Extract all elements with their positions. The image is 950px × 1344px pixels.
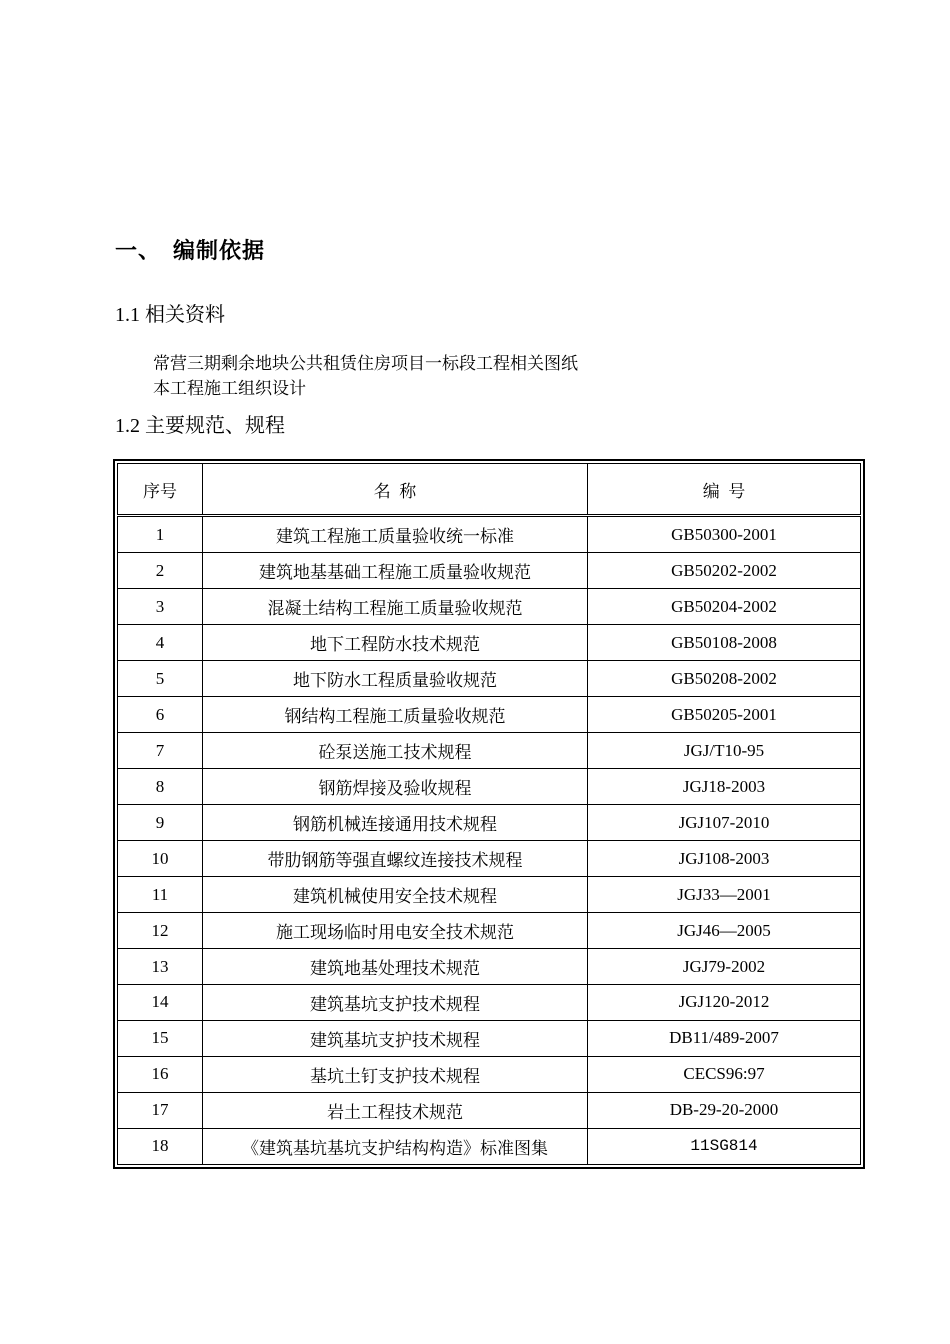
- table-row: [118, 589, 861, 625]
- table-row: [118, 625, 861, 661]
- cell-name: 钢筋机械连接通用技术规程: [203, 805, 588, 841]
- cell-code: JGJ79-2002: [588, 949, 861, 985]
- cell-name: 建筑工程施工质量验收统一标准: [203, 516, 588, 553]
- cell-index: 17: [118, 1092, 203, 1128]
- header-index: 序号: [118, 464, 203, 516]
- cell-code: JGJ46—2005: [588, 913, 861, 949]
- cell-index: 14: [118, 984, 203, 1020]
- cell-code: GB50208-2002: [588, 661, 861, 697]
- cell-name: 混凝土结构工程施工质量验收规范: [203, 589, 588, 625]
- cell-index: 1: [118, 516, 203, 553]
- cell-name: 施工现场临时用电安全技术规范: [203, 913, 588, 949]
- table-row: [118, 877, 861, 913]
- cell-index: 13: [118, 949, 203, 985]
- chapter-heading: [115, 234, 265, 265]
- cell-index: 7: [118, 733, 203, 769]
- reference-item-construction-plan: 本工程施工组织设计: [153, 379, 306, 398]
- table-body: [118, 516, 861, 1165]
- section-2-heading: 1.2 主要规范、规程: [115, 415, 285, 437]
- table-row: [118, 805, 861, 841]
- table-row: [118, 516, 861, 553]
- cell-code: GB50204-2002: [588, 589, 861, 625]
- cell-code: DB-29-20-2000: [588, 1092, 861, 1128]
- cell-index: 9: [118, 805, 203, 841]
- table-row: [118, 769, 861, 805]
- cell-index: 15: [118, 1020, 203, 1056]
- cell-code: GB50300-2001: [588, 516, 861, 553]
- table-row: [118, 949, 861, 985]
- table-row: [118, 553, 861, 589]
- standards-table-frame: [113, 459, 865, 1169]
- cell-name: 建筑基坑支护技术规程: [203, 984, 588, 1020]
- cell-index: 3: [118, 589, 203, 625]
- cell-name: 岩土工程技术规范: [203, 1092, 588, 1128]
- table-row: [118, 913, 861, 949]
- cell-code: 11SG814: [588, 1128, 861, 1164]
- cell-code: JGJ18-2003: [588, 769, 861, 805]
- cell-name: 地下工程防水技术规范: [203, 625, 588, 661]
- cell-name: 钢结构工程施工质量验收规范: [203, 697, 588, 733]
- cell-name: 建筑基坑支护技术规程: [203, 1020, 588, 1056]
- cell-name: 带肋钢筋等强直螺纹连接技术规程: [203, 841, 588, 877]
- cell-name: 砼泵送施工技术规程: [203, 733, 588, 769]
- table-row: [118, 697, 861, 733]
- cell-code: GB50205-2001: [588, 697, 861, 733]
- cell-name: 基坑土钉支护技术规程: [203, 1056, 588, 1092]
- standards-table: [117, 463, 861, 1165]
- table-header-row: [118, 464, 861, 516]
- cell-code: JGJ108-2003: [588, 841, 861, 877]
- cell-name: 地下防水工程质量验收规范: [203, 661, 588, 697]
- cell-name: 建筑地基基础工程施工质量验收规范: [203, 553, 588, 589]
- table-row: [118, 841, 861, 877]
- cell-code: GB50108-2008: [588, 625, 861, 661]
- table-row: [118, 1056, 861, 1092]
- cell-index: 10: [118, 841, 203, 877]
- cell-name: 建筑机械使用安全技术规程: [203, 877, 588, 913]
- cell-index: 5: [118, 661, 203, 697]
- cell-code: JGJ107-2010: [588, 805, 861, 841]
- cell-code: JGJ/T10-95: [588, 733, 861, 769]
- table-row: [118, 1092, 861, 1128]
- table-row: [118, 661, 861, 697]
- cell-index: 8: [118, 769, 203, 805]
- cell-index: 11: [118, 877, 203, 913]
- cell-code: GB50202-2002: [588, 553, 861, 589]
- section-1-heading: 1.1 相关资料: [115, 304, 225, 326]
- table-row: [118, 733, 861, 769]
- cell-name: 《建筑基坑基坑支护结构构造》标准图集: [203, 1128, 588, 1164]
- cell-code: DB11/489-2007: [588, 1020, 861, 1056]
- cell-index: 6: [118, 697, 203, 733]
- cell-code: JGJ33—2001: [588, 877, 861, 913]
- table-row: [118, 984, 861, 1020]
- chapter-title: 编制依据: [173, 238, 266, 263]
- cell-index: 16: [118, 1056, 203, 1092]
- cell-name: 建筑地基处理技术规范: [203, 949, 588, 985]
- header-code: 编 号: [588, 464, 861, 516]
- table-row: [118, 1128, 861, 1164]
- table-row: [118, 1020, 861, 1056]
- cell-index: 2: [118, 553, 203, 589]
- chapter-number: 一、: [115, 238, 162, 263]
- cell-code: CECS96:97: [588, 1056, 861, 1092]
- cell-index: 12: [118, 913, 203, 949]
- reference-item-drawings: 常营三期剩余地块公共租赁住房项目一标段工程相关图纸: [153, 354, 578, 373]
- cell-name: 钢筋焊接及验收规程: [203, 769, 588, 805]
- cell-index: 4: [118, 625, 203, 661]
- header-name: 名 称: [203, 464, 588, 516]
- cell-index: 18: [118, 1128, 203, 1164]
- cell-code: JGJ120-2012: [588, 984, 861, 1020]
